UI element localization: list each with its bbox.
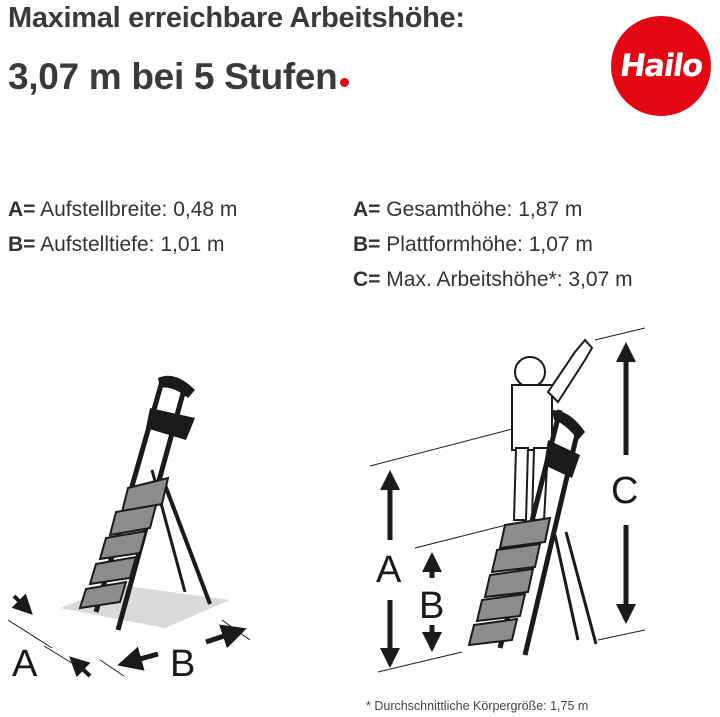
person-head bbox=[515, 357, 545, 387]
dim-line bbox=[598, 630, 645, 640]
label-b-right: B bbox=[419, 585, 445, 627]
footnote: * Durchschnittliche Körpergröße: 1,75 m bbox=[366, 699, 589, 713]
label-b-left: B bbox=[170, 643, 196, 685]
spec-key: B= bbox=[8, 233, 36, 256]
spec-value: Aufstellbreite: 0,48 m bbox=[40, 198, 238, 221]
label-a-right: A bbox=[376, 549, 402, 591]
spec-value: Max. Arbeitshöhe*: 3,07 m bbox=[386, 268, 633, 291]
ladder-step bbox=[485, 569, 533, 597]
ladder-step bbox=[469, 619, 517, 645]
spec-key: B= bbox=[353, 233, 381, 256]
label-a-left: A bbox=[12, 643, 38, 685]
logo-text: Hailo bbox=[617, 48, 705, 84]
page-title: Maximal erreichbare Arbeitshöhe: bbox=[8, 2, 465, 34]
person-leg bbox=[514, 448, 528, 520]
person-torso bbox=[512, 385, 552, 450]
ladder-rear-leg bbox=[566, 532, 596, 644]
ladder-rear-leg bbox=[555, 535, 578, 640]
spec-value: Aufstelltiefe: 1,01 m bbox=[40, 233, 225, 256]
person-arm bbox=[548, 340, 592, 402]
ladder-steps bbox=[469, 518, 550, 645]
dim-line bbox=[370, 427, 520, 466]
spec-value: Plattformhöhe: 1,07 m bbox=[386, 233, 593, 256]
spec-key: C= bbox=[353, 268, 381, 291]
spec-value: Gesamthöhe: 1,87 m bbox=[386, 198, 583, 221]
subtitle-text: 3,07 m bei 5 Stufen bbox=[8, 56, 338, 97]
dim-line bbox=[415, 524, 510, 548]
spec-key: A= bbox=[8, 198, 36, 221]
dim-line bbox=[595, 328, 645, 340]
label-c-right: C bbox=[611, 470, 639, 512]
ladder-step bbox=[500, 518, 550, 548]
spec-key: A= bbox=[353, 198, 381, 221]
